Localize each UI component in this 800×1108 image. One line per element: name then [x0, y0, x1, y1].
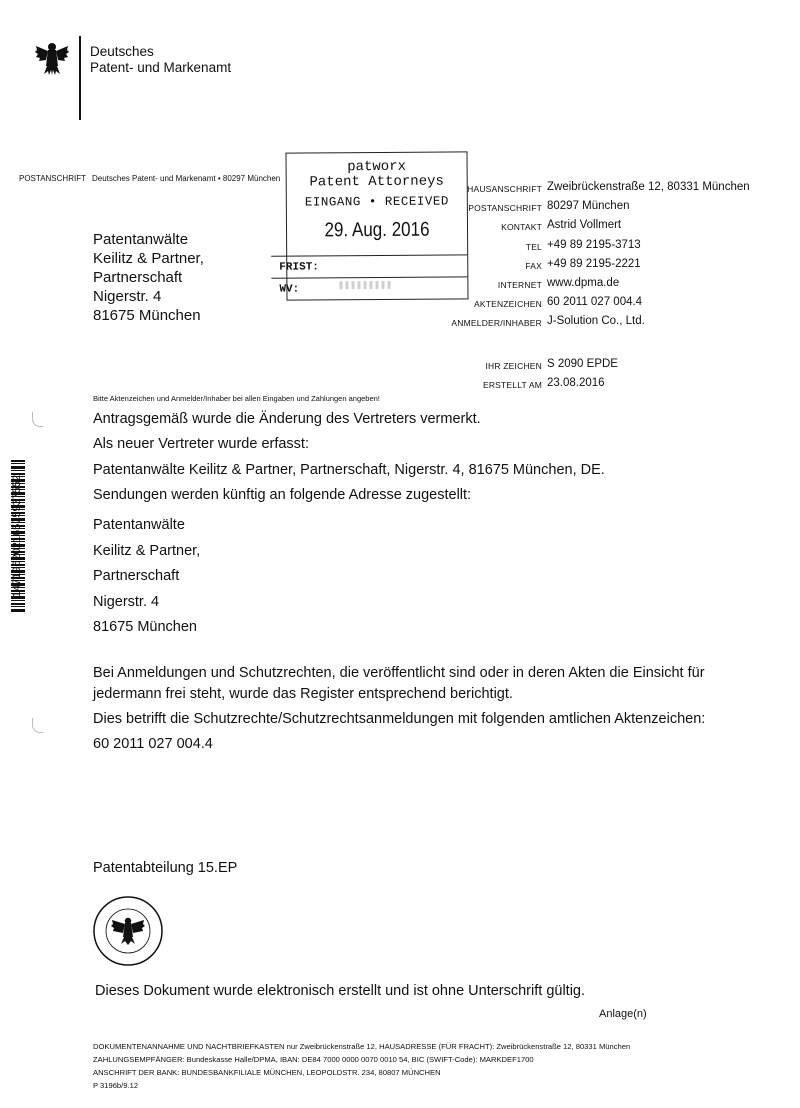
- footer-line1: DOKUMENTENANNAHME UND NACHTBRIEFKASTEN nur Zweibrückenstraße 12, HAUSADRESSE (FÜR FRACHT): Zweibrückenstraße 12, 80331 München: [93, 1042, 631, 1051]
- barcode-number: 1471962021657593755​2: [11, 474, 23, 598]
- footer-line3: ANSCHRIFT DER BANK: BUNDESBANKFILIALE MÜNCHEN, LEOPOLDSTR. 234, 80807 MÜNCHEN: [93, 1068, 441, 1077]
- federal-eagle-icon: [34, 38, 70, 78]
- body-address-line: Nigerstr. 4: [93, 593, 160, 610]
- electronic-note: Dieses Dokument wurde elektronisch erstellt und ist ohne Unterschrift gültig.: [95, 983, 586, 999]
- stamp-frist-label: FRIST:: [279, 261, 319, 274]
- department: Patentabteilung 15.EP: [93, 860, 238, 876]
- stamp-date: 29. Aug. 2016: [324, 218, 430, 242]
- recipient-line: Nigerstr. 4: [93, 288, 162, 305]
- ref-row: ERSTELLT AM 23.08.2016: [482, 377, 605, 390]
- body-p3: Patentanwälte Keilitz & Partner, Partnerschaft, Nigerstr. 4, 81675 München, DE.: [93, 462, 605, 478]
- stamp-wv-label: WV:: [279, 283, 300, 296]
- body-p4: Sendungen werden künftig an folgende Adresse zugestellt:: [93, 487, 472, 503]
- recipient-line: Keilitz & Partner,: [93, 250, 204, 267]
- punch-mark: [32, 412, 43, 427]
- recipient-line: 81675 München: [93, 307, 201, 324]
- body-address: [93, 513, 200, 641]
- footer-line2: ZAHLUNGSEMPFÄNGER: Bundeskasse Halle/DPMA, IBAN: DE84 7000 0000 0070 0010 54, BIC (SWIFT-Code): MARKDEF1700: [93, 1055, 534, 1064]
- info-row: AKTENZEICHEN 60 2011 027 004.4: [473, 296, 643, 310]
- body-p6: Dies betrifft die Schutzrechte/Schutzrechtsanmeldungen mit folgenden amtlichen Aktenzeichen:: [93, 711, 706, 727]
- info-row: FAX +49 89 2195-2221: [525, 257, 641, 271]
- recipient-address: [93, 230, 204, 325]
- body-address-line: 81675 München: [93, 619, 197, 635]
- org-name-line2: Patent- und Markenamt: [90, 60, 232, 75]
- body-address-line: Keilitz & Partner,: [93, 542, 201, 559]
- postanschrift-value: Deutsches Patent- und Markenamt • 80297 München: [92, 174, 281, 183]
- stamp-handwriting-smudge: [339, 281, 393, 289]
- header-divider: [79, 36, 81, 120]
- reference-block: [432, 358, 782, 396]
- stamp-eingang: EINGANG • RECEIVED: [304, 194, 449, 210]
- anlage-label: Anlage(n): [599, 1008, 647, 1020]
- ref-row: IHR ZEICHEN S 2090 EPDE: [485, 358, 618, 371]
- body-p1: Antragsgemäß wurde die Änderung des Vertreters vermerkt.: [93, 411, 481, 427]
- stamp-name: patworx: [347, 158, 407, 176]
- notice-text: Bitte Aktenzeichen und Anmelder/Inhaber bei allen Eingaben und Zahlungen angeben!: [93, 394, 380, 403]
- body-address-line: Patentanwälte: [93, 517, 185, 533]
- recipient-line: Patentanwälte: [93, 231, 189, 248]
- info-row: POSTANSCHRIFT 80297 München: [468, 200, 630, 214]
- body-p7: 60 2011 027 004.4: [93, 736, 213, 752]
- info-row: ANMELDER/INHABER J-Solution Co., Ltd.: [451, 315, 645, 329]
- info-row: INTERNET www.dpma.de: [497, 276, 620, 290]
- footer-line4: P 3196b/9.12: [93, 1081, 139, 1090]
- body-p5b: jedermann frei steht, wurde das Register entsprechend berichtigt.: [93, 686, 513, 702]
- body-p2: Als neuer Vertreter wurde erfasst:: [93, 436, 309, 452]
- info-row: KONTAKT Astrid Vollmert: [501, 219, 622, 233]
- info-row: TEL +49 89 2195-3713: [525, 238, 641, 252]
- postanschrift-label: POSTANSCHRIFT: [19, 174, 86, 183]
- body-p5a: Bei Anmeldungen und Schutzrechten, die veröffentlicht sind oder in deren Akten die Einsicht für: [93, 665, 705, 681]
- info-row: HAUSANSCHRIFT Zweibrückenstraße 12, 80331 München: [467, 181, 750, 194]
- official-seal-icon: [92, 895, 164, 967]
- info-block: [432, 181, 782, 335]
- stamp-subtitle: Patent Attorneys: [309, 173, 444, 191]
- punch-mark: [32, 718, 43, 733]
- org-name-line1: Deutsches: [90, 44, 154, 59]
- body-address-line: Partnerschaft: [93, 568, 180, 584]
- recipient-line: Partnerschaft: [93, 269, 183, 286]
